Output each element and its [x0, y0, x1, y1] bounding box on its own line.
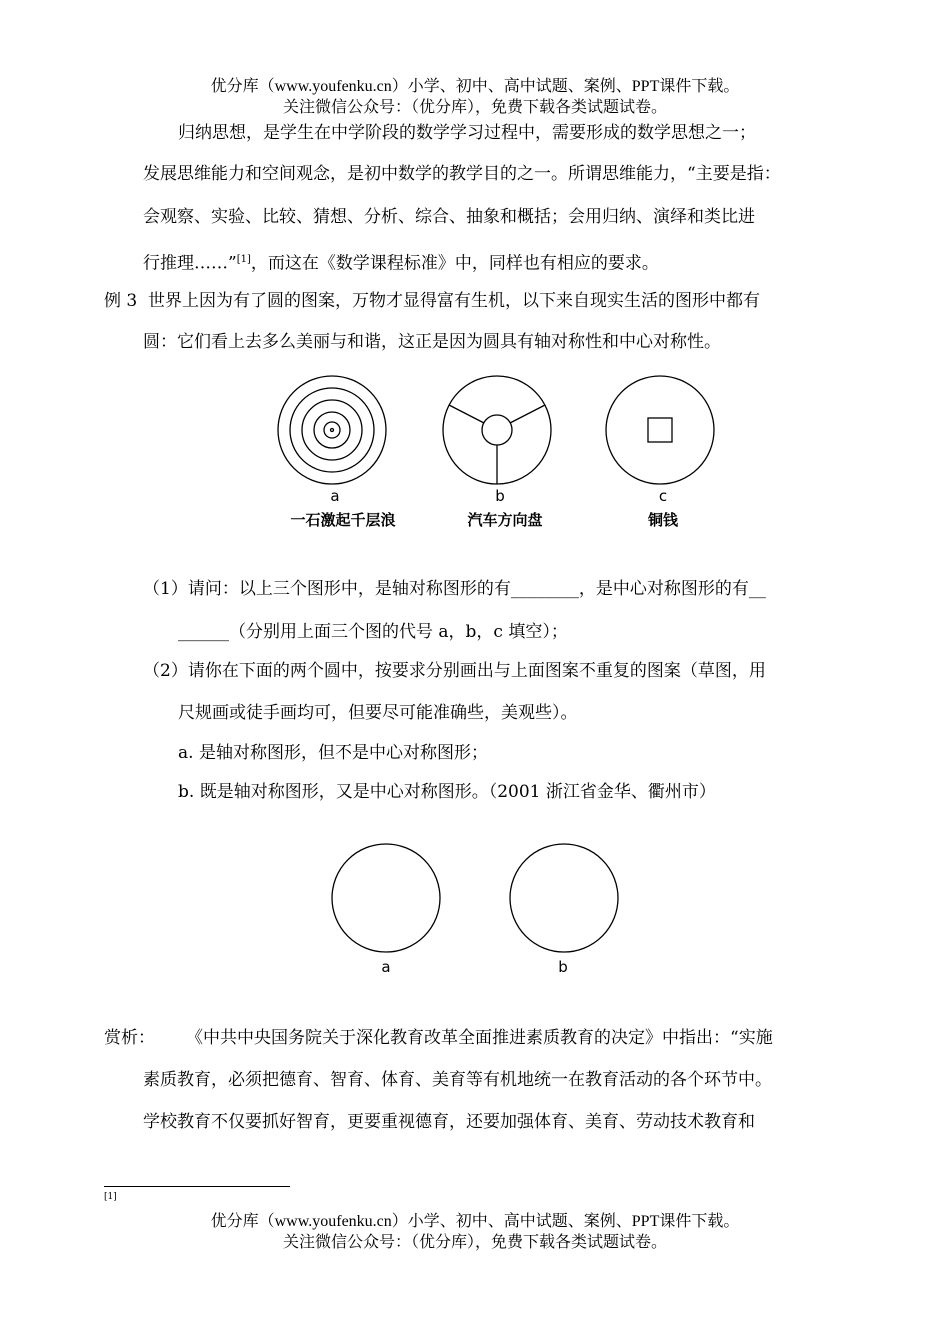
question-2-line-1: （2）请你在下面的两个圆中，按要求分别画出与上面图案不重复的图案（草图，用 [143, 661, 766, 681]
figure-b-letter: b [495, 487, 505, 505]
intro-line-2: 发展思维能力和空间观念，是初中数学的教学目的之一。所谓思维能力，“主要是指： [143, 164, 781, 184]
figure2-letter-a: a [381, 958, 391, 976]
question-1-line-1: （1）请问：以上三个图形中，是轴对称图形的有________，是中心对称图形的有__ [143, 579, 766, 599]
figure-a-concentric-circles [278, 376, 386, 484]
figure-a-caption: 一石激起千层浪 [290, 511, 396, 529]
example-number: 例 3 [104, 291, 138, 311]
commentary-line-2: 素质教育，必须把德育、智育、体育、美育等有机地统一在教育活动的各个环节中。 [143, 1070, 772, 1090]
intro-line-4b: ，而这在《数学课程标准》中，同样也有相应的要求。 [250, 253, 659, 274]
question-2-item-a: a. 是轴对称图形，但不是中心对称图形； [178, 743, 488, 763]
footer-line-2: 关注微信公众号：（优分库），免费下载各类试题试卷。 [282, 1234, 667, 1251]
example-line-1: 世界上因为有了圆的图案，万物才显得富有生机，以下来自现实生活的图形中都有 [148, 291, 761, 311]
question-1-line-2: ______（分别用上面三个图的代号 a，b，c 填空）； [178, 622, 568, 642]
figure-b-steering-wheel [443, 376, 551, 484]
figure-three-circles [270, 372, 730, 492]
footnote-marker: [1] [104, 1192, 117, 1202]
footnote-ref: [1] [236, 254, 251, 265]
figure-a-letter: a [330, 487, 340, 505]
figure-two-circles [330, 840, 620, 960]
empty-circle-b [510, 844, 618, 952]
figure-b-caption: 汽车方向盘 [467, 511, 543, 529]
empty-circle-a [332, 844, 440, 952]
example-line-2: 圆：它们看上去多么美丽与和谐，这正是因为圆具有轴对称性和中心对称性。 [143, 332, 721, 352]
question-2-line-2: 尺规画或徒手画均可，但要尽可能准确些，美观些）。 [178, 703, 578, 723]
figure2-letter-b: b [558, 958, 568, 976]
intro-line-3: 会观察、实验、比较、猜想、分析、综合、抽象和概括；会用归纳、演绎和类比进 [143, 207, 755, 227]
commentary-label: 赏析： [104, 1028, 155, 1048]
figure-c-caption: 铜钱 [647, 511, 678, 529]
intro-line-4 [143, 249, 659, 275]
figure-c-letter: c [658, 487, 668, 505]
example-title [104, 290, 760, 312]
intro-line-1: 归纳思想，是学生在中学阶段的数学学习过程中，需要形成的数学思想之一； [178, 123, 756, 143]
header-line-1: 优分库（www.youfenku.cn）小学、初中、高中试题、案例、PPT课件下载。 [210, 78, 740, 95]
commentary-line-1: 《中共中央国务院关于深化教育改革全面推进素质教育的决定》中指出：“实施 [186, 1028, 773, 1048]
commentary-line-3: 学校教育不仅要抓好智育，更要重视德育，还要加强体育、美育、劳动技术教育和 [143, 1112, 755, 1132]
footer-line-1: 优分库（www.youfenku.cn）小学、初中、高中试题、案例、PPT课件下载。 [210, 1213, 740, 1230]
intro-line-4a: 行推理……” [143, 253, 237, 274]
figure-c-copper-coin [606, 376, 714, 484]
footnote-divider [104, 1186, 290, 1187]
header-line-2: 关注微信公众号：（优分库），免费下载各类试题试卷。 [282, 99, 667, 116]
question-2-item-b: b. 既是轴对称图形，又是中心对称图形。（2001 浙江省金华、衢州市） [178, 782, 716, 802]
